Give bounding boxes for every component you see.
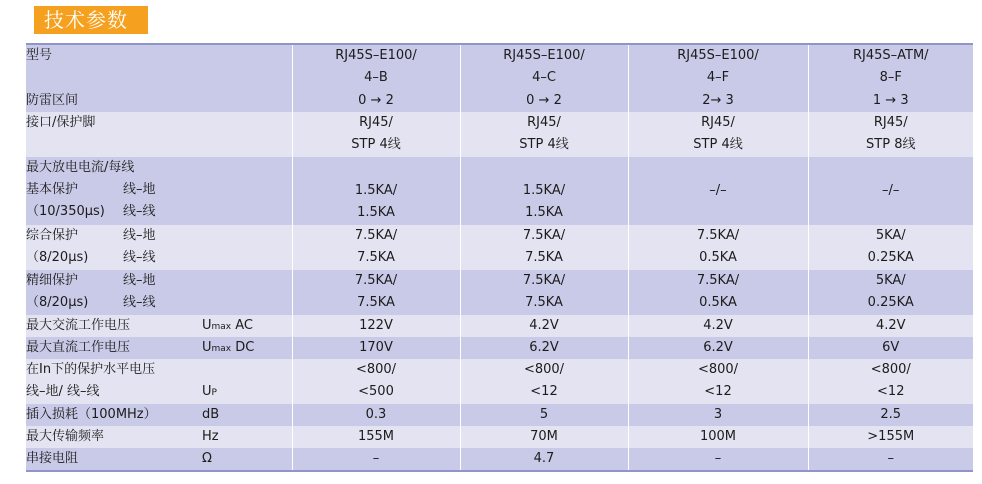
unit-label: Ω xyxy=(202,451,212,466)
table-row xyxy=(26,90,973,112)
value-cell xyxy=(808,404,973,426)
value-line: 0 → 2 xyxy=(526,93,562,108)
sub-label: 线–地 xyxy=(123,273,156,288)
table-row xyxy=(26,157,973,225)
value-cell xyxy=(292,426,460,448)
value-cell xyxy=(292,448,460,471)
value-cell xyxy=(292,270,460,315)
value-line: 3 xyxy=(713,407,723,422)
label-line: 最大传输频率 xyxy=(26,429,105,444)
value-line: <800/ xyxy=(870,362,911,377)
label-line: 防雷区间 xyxy=(26,93,79,108)
value-line: RJ45S–E100/ xyxy=(335,48,417,63)
unit-label: UP xyxy=(202,384,217,399)
label-line: 接口/保护脚 xyxy=(26,115,96,130)
value-cell xyxy=(460,337,628,359)
unit-label: Umax AC xyxy=(202,318,253,333)
value-cell xyxy=(292,90,460,112)
sub-label: 线–地 xyxy=(123,182,156,197)
value-cell xyxy=(808,157,973,225)
value-cell xyxy=(808,448,973,471)
value-line: 100M xyxy=(699,429,737,444)
value-cell xyxy=(292,337,460,359)
value-cell xyxy=(292,157,460,225)
value-cell xyxy=(460,359,628,404)
label-line: 线–地/ 线–线 xyxy=(26,384,100,399)
value-line: STP 8线 xyxy=(866,137,916,152)
value-line: STP 4线 xyxy=(693,137,743,152)
value-line: 2→ 3 xyxy=(702,93,734,108)
value-line: >155M xyxy=(867,429,915,444)
value-line: STP 4线 xyxy=(519,137,569,152)
value-line: 1.5KA/ xyxy=(522,183,566,198)
table-row xyxy=(26,337,973,359)
value-cell xyxy=(460,315,628,337)
value-cell xyxy=(628,448,808,471)
value-line: 1.5KA/ xyxy=(354,183,398,198)
unit-label: dB xyxy=(202,407,220,422)
value-line: 7.5KA/ xyxy=(354,273,398,288)
label-line: 在In下的保护水平电压 xyxy=(26,362,156,377)
value-cell xyxy=(628,90,808,112)
row-label xyxy=(26,337,292,359)
value-cell xyxy=(808,359,973,404)
value-line: RJ45S–ATM/ xyxy=(852,48,929,63)
value-line: 0.25KA xyxy=(867,250,914,265)
value-line: <800/ xyxy=(523,362,565,377)
value-line: 4–C xyxy=(532,70,556,85)
value-line: – xyxy=(372,451,380,466)
value-cell xyxy=(460,270,628,315)
value-line: RJ45/ xyxy=(359,115,393,130)
value-line: 6V xyxy=(882,340,900,355)
table-row xyxy=(26,404,973,426)
label-line: 型号 xyxy=(26,48,53,63)
row-label xyxy=(26,157,292,225)
value-line: 4–B xyxy=(364,70,388,85)
value-cell xyxy=(808,337,973,359)
table-row xyxy=(26,270,973,315)
value-line: 6.2V xyxy=(703,340,733,355)
value-cell xyxy=(292,225,460,270)
table-row xyxy=(26,426,973,448)
value-cell xyxy=(628,44,808,90)
label-line: 基本保护 xyxy=(26,182,79,197)
value-line: 0.5KA xyxy=(699,295,737,310)
value-line: <12 xyxy=(877,384,905,399)
value-cell xyxy=(808,90,973,112)
row-label xyxy=(26,448,292,471)
value-line: – xyxy=(714,451,722,466)
value-line: 4.2V xyxy=(703,318,733,333)
value-line: RJ45/ xyxy=(873,115,908,130)
value-line: 1.5KA xyxy=(357,205,395,220)
label-line: 精细保护 xyxy=(26,273,79,288)
value-line: 7.5KA xyxy=(357,250,395,265)
value-cell xyxy=(460,225,628,270)
value-cell xyxy=(460,90,628,112)
sub-label: 线–线 xyxy=(123,204,156,219)
value-cell xyxy=(460,157,628,225)
label-line: （10/350μs) xyxy=(26,204,105,219)
value-line: – xyxy=(887,451,894,466)
value-line: 0.25KA xyxy=(867,295,914,310)
label-line: 最大放电电流/每线 xyxy=(26,160,135,175)
value-line: 6.2V xyxy=(529,340,559,355)
row-label xyxy=(26,270,292,315)
value-line: 4.2V xyxy=(529,318,559,333)
table-row xyxy=(26,225,973,270)
value-cell xyxy=(628,404,808,426)
value-line: 7.5KA xyxy=(525,250,563,265)
section-title: 技术参数 xyxy=(34,6,148,34)
spec-table xyxy=(26,43,973,472)
value-line: 155M xyxy=(357,429,395,444)
value-cell xyxy=(292,359,460,404)
table-row xyxy=(26,359,973,404)
row-label xyxy=(26,404,292,426)
value-line: 0 → 2 xyxy=(358,93,394,108)
value-cell xyxy=(292,315,460,337)
table-row xyxy=(26,44,973,90)
row-label xyxy=(26,225,292,270)
value-line: <800/ xyxy=(355,362,397,377)
value-cell xyxy=(628,225,808,270)
value-line: 170V xyxy=(359,340,393,355)
unit-label: Hz xyxy=(202,429,219,444)
sub-label: 线–线 xyxy=(123,295,156,310)
value-cell xyxy=(808,112,973,157)
value-cell xyxy=(628,315,808,337)
value-line: 5KA/ xyxy=(875,273,906,288)
row-label xyxy=(26,44,292,90)
row-label xyxy=(26,426,292,448)
value-line: 1.5KA xyxy=(525,205,563,220)
value-cell xyxy=(808,315,973,337)
value-line: 7.5KA/ xyxy=(696,228,740,243)
value-line: 1 → 3 xyxy=(872,93,909,108)
value-cell xyxy=(628,270,808,315)
label-line: 插入损耗（100MHz） xyxy=(26,407,157,422)
value-line: 4.2V xyxy=(875,318,906,333)
value-line: 8–F xyxy=(879,70,902,85)
value-line: 2.5 xyxy=(880,407,902,422)
row-label xyxy=(26,90,292,112)
value-line: 70M xyxy=(530,429,558,444)
value-cell xyxy=(292,404,460,426)
value-cell xyxy=(460,112,628,157)
sub-label: 线–线 xyxy=(123,250,156,265)
value-cell xyxy=(460,44,628,90)
label-line: 综合保护 xyxy=(26,228,79,243)
value-line: 0.3 xyxy=(365,407,387,422)
value-cell xyxy=(628,157,808,225)
value-cell xyxy=(628,337,808,359)
row-label xyxy=(26,315,292,337)
value-line: STP 4线 xyxy=(351,137,401,152)
value-line: 5KA/ xyxy=(875,228,906,243)
value-cell xyxy=(628,359,808,404)
label-line: 最大交流工作电压 xyxy=(26,318,131,333)
value-cell xyxy=(628,112,808,157)
value-line: 7.5KA/ xyxy=(522,273,566,288)
value-line: 4.7 xyxy=(533,451,555,466)
value-line: 7.5KA xyxy=(525,295,563,310)
value-cell xyxy=(808,426,973,448)
value-cell xyxy=(460,426,628,448)
row-label xyxy=(26,112,292,157)
value-line: –/– xyxy=(709,183,727,198)
value-line: RJ45S–E100/ xyxy=(503,48,585,63)
value-cell xyxy=(628,426,808,448)
value-cell xyxy=(808,225,973,270)
value-cell xyxy=(808,270,973,315)
value-line: –/– xyxy=(882,183,900,198)
unit-label: Umax DC xyxy=(202,340,255,355)
label-line: 最大直流工作电压 xyxy=(26,340,131,355)
label-line: （8/20μs) xyxy=(26,295,89,310)
value-line: 0.5KA xyxy=(699,250,737,265)
value-line: <12 xyxy=(530,384,558,399)
value-line: RJ45/ xyxy=(527,115,561,130)
value-cell xyxy=(808,44,973,90)
value-line: 4–F xyxy=(706,70,730,85)
value-line: RJ45S–E100/ xyxy=(677,48,759,63)
value-line: 7.5KA/ xyxy=(696,273,740,288)
value-line: 7.5KA xyxy=(357,295,395,310)
value-cell xyxy=(460,404,628,426)
value-cell xyxy=(460,448,628,471)
value-line: <800/ xyxy=(697,362,739,377)
sub-label: 线–地 xyxy=(123,228,156,243)
value-line: <12 xyxy=(704,384,732,399)
table-row xyxy=(26,112,973,157)
value-cell xyxy=(292,44,460,90)
label-line: 串接电阻 xyxy=(26,451,79,466)
value-line: <500 xyxy=(358,384,394,399)
value-line: 5 xyxy=(539,407,549,422)
table-row xyxy=(26,315,973,337)
value-cell xyxy=(292,112,460,157)
table-row xyxy=(26,448,973,471)
row-label xyxy=(26,359,292,404)
value-line: RJ45/ xyxy=(701,115,735,130)
value-line: 7.5KA/ xyxy=(522,228,566,243)
value-line: 122V xyxy=(359,318,393,333)
label-line: （8/20μs) xyxy=(26,250,89,265)
value-line: 7.5KA/ xyxy=(354,228,398,243)
